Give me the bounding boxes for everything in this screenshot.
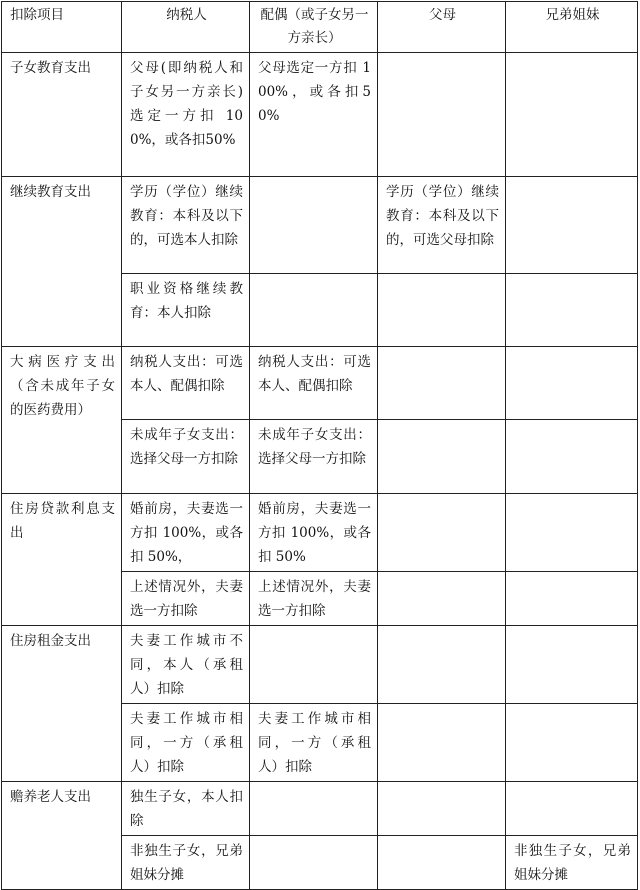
cell-rent-same-siblings	[506, 704, 638, 782]
cell-mortgage-premarital-taxpayer: 婚前房，夫妻选一方扣 100%，或各扣 50%，	[122, 494, 250, 572]
header-row	[2, 2, 638, 53]
cell-elderly-multi-taxpayer: 非独生子女，兄弟姐妹分摊	[122, 836, 250, 890]
cell-rent-diff-spouse	[250, 626, 378, 704]
row-continuing-edu-degree	[2, 177, 638, 274]
cell-child-edu-spouse: 父母选定一方扣 100%，或各扣50%	[250, 53, 378, 177]
cell-child-edu-siblings	[506, 53, 638, 177]
item-continuing-education: 继续教育支出	[2, 177, 122, 347]
cell-mortgage-premarital-spouse: 婚前房，夫妻选一方扣 100%，或各扣 50%	[250, 494, 378, 572]
deduction-table	[1, 1, 638, 890]
row-medical-self	[2, 347, 638, 420]
cell-medical-self-siblings	[506, 347, 638, 420]
cell-cont-edu-prof-taxpayer: 职业资格继续教育：本人扣除	[122, 274, 250, 347]
cell-mortgage-premarital-siblings	[506, 494, 638, 572]
item-mortgage-interest: 住房贷款利息支出	[2, 494, 122, 626]
cell-rent-diff-taxpayer: 夫妻工作城市不同，本人（承租人）扣除	[122, 626, 250, 704]
cell-rent-diff-parents	[378, 626, 506, 704]
header-taxpayer: 纳税人	[122, 2, 250, 53]
header-siblings: 兄弟姐妹	[506, 2, 638, 53]
cell-elderly-only-siblings	[506, 782, 638, 836]
cell-mortgage-other-parents	[378, 572, 506, 626]
cell-mortgage-other-taxpayer: 上述情况外，夫妻选一方扣除	[122, 572, 250, 626]
row-child-education	[2, 53, 638, 177]
cell-cont-edu-prof-spouse	[250, 274, 378, 347]
cell-medical-minor-taxpayer: 未成年子女支出：选择父母一方扣除	[122, 420, 250, 494]
item-child-education: 子女教育支出	[2, 53, 122, 177]
header-item: 扣除项目	[2, 2, 122, 53]
cell-child-edu-taxpayer: 父母(即纳税人和子女另一方亲长)选定一方扣 100%，或各扣50%	[122, 53, 250, 177]
cell-medical-minor-parents	[378, 420, 506, 494]
cell-elderly-only-parents	[378, 782, 506, 836]
cell-medical-self-taxpayer: 纳税人支出：可选本人、配偶扣除	[122, 347, 250, 420]
cell-cont-edu-degree-parents: 学历（学位）继续教育：本科及以下的，可选父母扣除	[378, 177, 506, 274]
cell-medical-self-parents	[378, 347, 506, 420]
cell-elderly-multi-siblings: 非独生子女，兄弟姐妹分摊	[506, 836, 638, 890]
item-housing-rent: 住房租金支出	[2, 626, 122, 782]
row-elderly-only-child	[2, 782, 638, 836]
cell-cont-edu-degree-siblings	[506, 177, 638, 274]
header-spouse: 配偶（或子女另一方亲长）	[250, 2, 378, 53]
cell-medical-minor-spouse: 未成年子女支出：选择父母一方扣除	[250, 420, 378, 494]
cell-rent-same-taxpayer: 夫妻工作城市相同，一方（承租人）扣除	[122, 704, 250, 782]
cell-medical-minor-siblings	[506, 420, 638, 494]
cell-rent-same-spouse: 夫妻工作城市相同，一方（承租人）扣除	[250, 704, 378, 782]
header-parents: 父母	[378, 2, 506, 53]
cell-mortgage-premarital-parents	[378, 494, 506, 572]
cell-elderly-only-spouse	[250, 782, 378, 836]
cell-child-edu-parents	[378, 53, 506, 177]
row-mortgage-premarital	[2, 494, 638, 572]
cell-cont-edu-prof-siblings	[506, 274, 638, 347]
document-page	[1, 1, 638, 890]
cell-mortgage-other-spouse: 上述情况外，夫妻选一方扣除	[250, 572, 378, 626]
row-rent-different-city	[2, 626, 638, 704]
cell-medical-self-spouse: 纳税人支出：可选本人、配偶扣除	[250, 347, 378, 420]
cell-rent-diff-siblings	[506, 626, 638, 704]
cell-rent-same-parents	[378, 704, 506, 782]
cell-mortgage-other-siblings	[506, 572, 638, 626]
cell-cont-edu-degree-taxpayer: 学历（学位）继续教育：本科及以下的，可选本人扣除	[122, 177, 250, 274]
item-serious-illness: 大病医疗支出（含未成年子女的医药费用）	[2, 347, 122, 494]
item-elderly-support: 赡养老人支出	[2, 782, 122, 890]
cell-elderly-only-taxpayer: 独生子女，本人扣除	[122, 782, 250, 836]
cell-cont-edu-prof-parents	[378, 274, 506, 347]
cell-cont-edu-degree-spouse	[250, 177, 378, 274]
